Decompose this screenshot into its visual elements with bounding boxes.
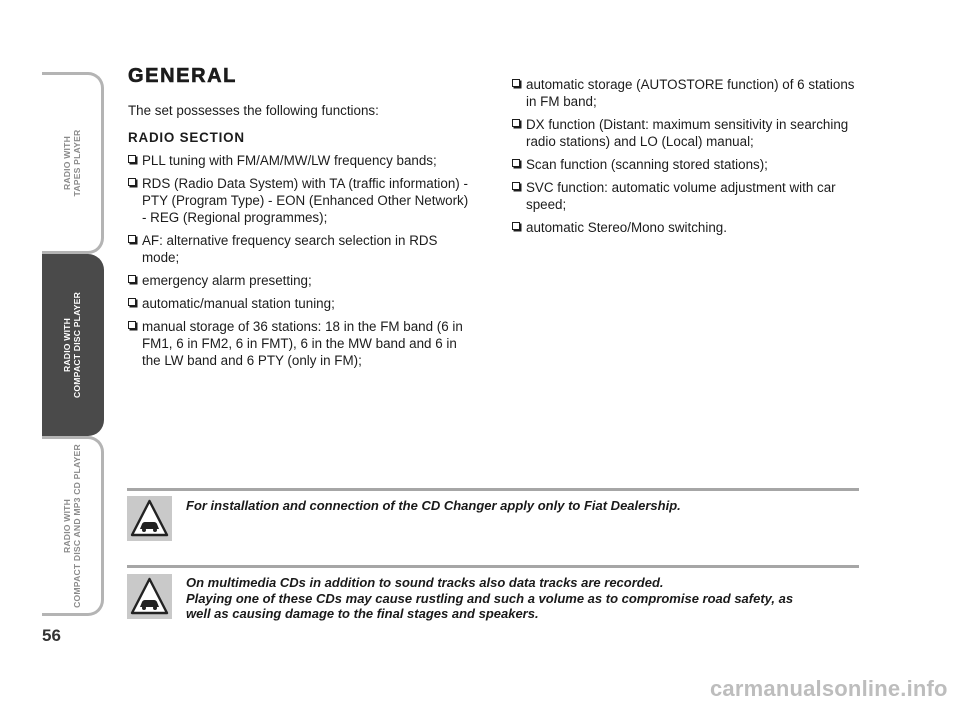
warning-car-icon — [127, 574, 172, 619]
checkbox-bullet-icon — [512, 79, 520, 87]
warning-car-icon — [127, 496, 172, 541]
note-divider — [127, 565, 859, 568]
checkbox-bullet-icon — [128, 178, 136, 186]
checkbox-bullet-icon — [128, 275, 136, 283]
warning-note — [127, 488, 859, 513]
tab-label: RADIO WITH COMPACT DISC PLAYER — [61, 292, 82, 398]
section-subheading: RADIO SECTION — [128, 130, 245, 145]
list-item: Scan function (scanning stored stations); — [512, 156, 857, 173]
intro-text: The set possesses the following functions: — [128, 103, 379, 118]
checkbox-bullet-icon — [512, 222, 520, 230]
tab-radio-compact-disc-mp3-player[interactable] — [42, 436, 104, 616]
list-item: AF: alternative frequency search selection in RDS mode; — [128, 232, 473, 266]
note-text: On multimedia CDs in addition to sound tracks also data tracks are recorded. Playing one of these CDs may cause rustling and such a volume as to compromise road safety, as well as causing damage to the final stages and speakers. — [186, 575, 794, 621]
checkbox-bullet-icon — [128, 235, 136, 243]
checkbox-bullet-icon — [512, 182, 520, 190]
checkbox-bullet-icon — [128, 155, 136, 163]
tab-label: RADIO WITH COMPACT DISC AND MP3 CD PLAYER — [61, 444, 82, 608]
list-item: emergency alarm presetting; — [128, 272, 473, 289]
list-item: PLL tuning with FM/AM/MW/LW frequency bands; — [128, 152, 473, 169]
checkbox-bullet-icon — [128, 321, 136, 329]
watermark: carmanualsonline.info — [710, 676, 948, 701]
side-tab-strip — [0, 0, 110, 709]
tab-radio-compact-disc-player[interactable] — [42, 254, 104, 436]
list-item: manual storage of 36 stations: 18 in the FM band (6 in FM1, 6 in FM2, 6 in FMT), 6 in the MW band and 6 in the LW band and 6 PTY (only in FM); — [128, 318, 473, 369]
list-item: automatic storage (AUTOSTORE function) of 6 stations in FM band; — [512, 76, 857, 110]
left-column — [128, 65, 473, 375]
note-divider — [127, 488, 859, 491]
tab-radio-tapes-player[interactable] — [42, 72, 104, 254]
page-title: GENERAL — [128, 65, 237, 87]
tab-label: RADIO WITH TAPES PLAYER — [61, 129, 82, 197]
right-column — [512, 76, 857, 242]
checkbox-bullet-icon — [128, 298, 136, 306]
page-number: 56 — [42, 626, 61, 645]
list-item: DX function (Distant: maximum sensitivity in searching radio stations) and LO (Local) manual; — [512, 116, 857, 150]
list-item: RDS (Radio Data System) with TA (traffic information) - PTY (Program Type) - EON (Enhanced Other Network) - REG (Regional programmes); — [128, 175, 473, 226]
warning-note — [127, 565, 859, 621]
checkbox-bullet-icon — [512, 119, 520, 127]
right-bullet-list — [512, 76, 857, 236]
list-item: SVC function: automatic volume adjustment with car speed; — [512, 179, 857, 213]
checkbox-bullet-icon — [512, 159, 520, 167]
list-item: automatic Stereo/Mono switching. — [512, 219, 857, 236]
note-text: For installation and connection of the CD Changer apply only to Fiat Dealership. — [186, 498, 681, 513]
left-bullet-list — [128, 152, 473, 369]
list-item: automatic/manual station tuning; — [128, 295, 473, 312]
